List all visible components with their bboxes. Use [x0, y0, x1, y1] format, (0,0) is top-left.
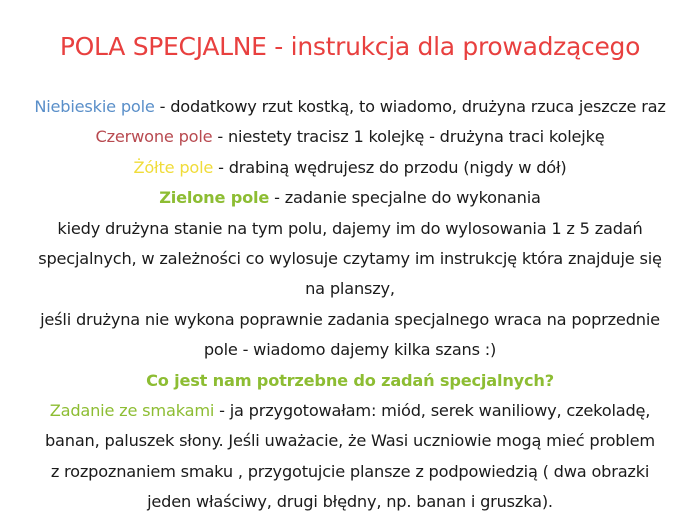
- yellow-field-line: [0, 153, 700, 183]
- explanation-line: pole - wiadomo dajemy kilka szans :): [203, 340, 497, 360]
- explanation-line: specjalnych, w zależności co wylosuje czytamy im instrukcję która znajduje się: [38, 248, 662, 268]
- taste-task-detail: z rozpoznaniem smaku , przygotujcie plansze z podpowiedzią ( dwa obrazki: [50, 461, 650, 481]
- green-field-desc: - zadanie specjalne do wykonania: [269, 188, 541, 208]
- blue-field-label: Niebieskie pole: [34, 97, 155, 116]
- taste-task-desc: - ja przygotowałam: miód, serek waniliowy, czekoladę,: [214, 400, 651, 420]
- explanation-line: kiedy drużyna stanie na tym polu, dajemy im do wylosowania 1 z 5 zadań: [57, 218, 643, 238]
- page-title: POLA SPECJALNE - instrukcja dla prowadzącego: [59, 32, 641, 61]
- green-field-line: [0, 183, 700, 213]
- red-field-label: Czerwone pole: [95, 127, 213, 147]
- explanation-line: jeśli drużyna nie wykona poprawnie zadania specjalnego wraca na poprzednie: [40, 309, 660, 329]
- yellow-field-label: Żółte pole: [133, 157, 214, 177]
- red-field-desc: - niestety tracisz 1 kolejkę - drużyna traci kolejkę: [212, 127, 605, 147]
- green-field-label: Zielone pole: [159, 188, 270, 208]
- red-field-line: [0, 122, 700, 152]
- blue-field-desc: - dodatkowy rzut kostką, to wiadomo, drużyna rzuca jeszcze raz: [154, 97, 666, 116]
- section-heading: Co jest nam potrzebne do zadań specjalnych?: [146, 370, 554, 390]
- instructions-body: [0, 92, 700, 517]
- taste-task-detail: banan, paluszek słony. Jeśli uważacie, że Wasi uczniowie mogą mieć problem: [44, 431, 656, 451]
- yellow-field-desc: - drabiną wędrujesz do przodu (nigdy w dół): [213, 157, 567, 177]
- explanation-line: na planszy,: [305, 279, 395, 299]
- taste-task-line: [0, 396, 700, 426]
- blue-field-line: [0, 92, 700, 122]
- taste-task-detail: jeden właściwy, drugi błędny, np. banan i gruszka).: [147, 492, 553, 512]
- taste-task-label: Zadanie ze smakami: [49, 400, 215, 420]
